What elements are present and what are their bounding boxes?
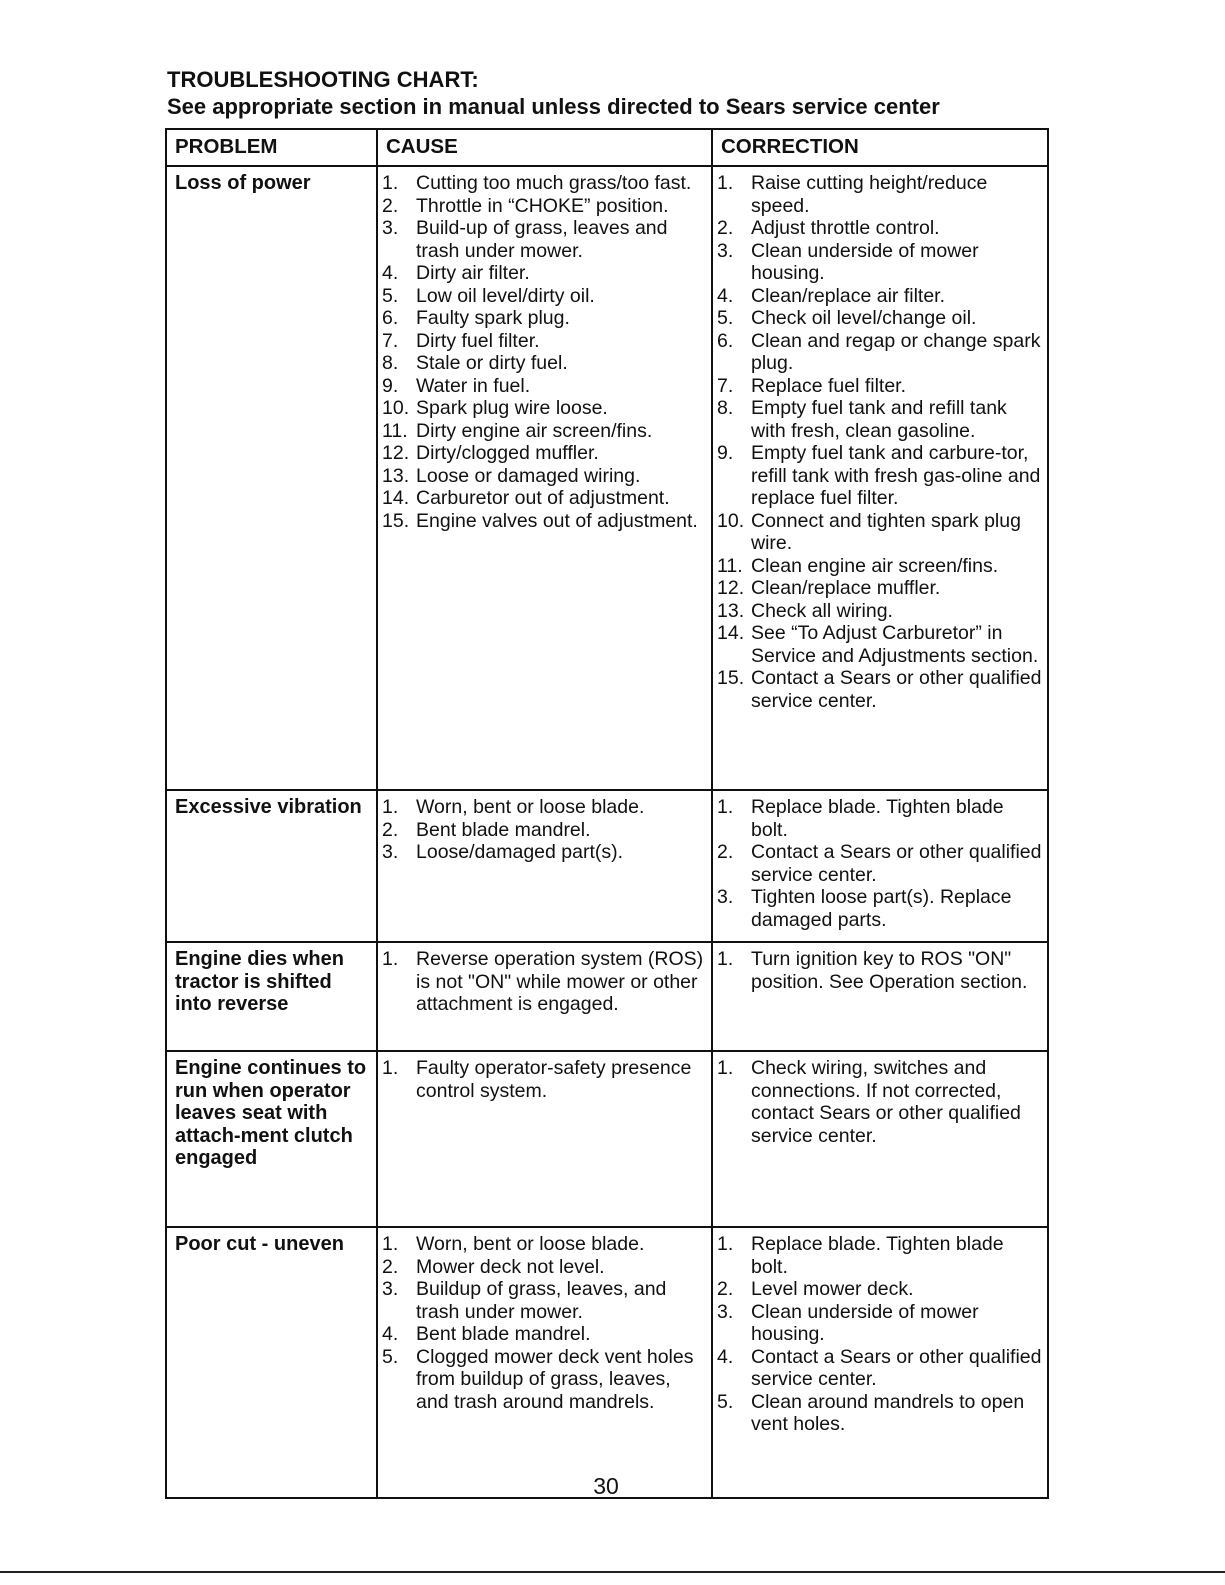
cause-item-number: 10. — [382, 397, 410, 419]
cause-item-text: Faulty operator-safety presence control system. — [416, 1057, 692, 1102]
correction-item — [717, 217, 1043, 240]
cause-item-text: Build-up of grass, leaves and trash under mower. — [416, 217, 668, 262]
cause-item-number: 12. — [382, 442, 410, 464]
cause-item — [382, 352, 707, 375]
correction-item-text: Check all wiring. — [751, 599, 893, 622]
correction-item-text: Connect and tighten spark plug wire. — [751, 509, 1021, 554]
correction-item-number: 6. — [717, 329, 734, 352]
correction-item — [717, 1346, 1043, 1391]
correction-item-text: Raise cutting height/reduce speed. — [751, 172, 988, 217]
page-title: TROUBLESHOOTING CHART: — [167, 67, 479, 92]
correction-item — [717, 841, 1043, 886]
correction-item-number: 10. — [717, 509, 745, 532]
cause-item — [382, 397, 707, 420]
cause-item — [382, 195, 707, 218]
cause-item-text: Low oil level/dirty oil. — [416, 284, 595, 307]
cause-item-number: 1. — [382, 796, 399, 818]
cause-cell — [377, 790, 712, 942]
header-problem: PROBLEM — [166, 129, 377, 166]
correction-list — [717, 796, 1043, 931]
correction-item-text: Level mower deck. — [751, 1278, 914, 1300]
correction-item-text: Adjust throttle control. — [751, 217, 940, 239]
cause-item — [382, 948, 707, 1016]
page-heading — [167, 66, 1067, 120]
cause-item — [382, 442, 707, 465]
table-row — [166, 166, 1048, 790]
correction-item-number: 13. — [717, 599, 745, 622]
correction-item-number: 2. — [717, 217, 734, 239]
correction-item — [717, 442, 1043, 510]
cause-item — [382, 285, 707, 308]
correction-cell — [712, 942, 1048, 1051]
cause-item-number: 4. — [382, 1323, 399, 1345]
correction-item-number: 1. — [717, 1057, 734, 1079]
cause-item — [382, 487, 707, 510]
cause-item — [382, 1256, 707, 1279]
correction-item-text: Clean underside of mower housing. — [751, 1300, 979, 1345]
table-row — [166, 1227, 1048, 1498]
cause-item — [382, 1278, 707, 1323]
correction-item — [717, 172, 1043, 217]
cause-item-number: 11. — [382, 419, 408, 442]
correction-list — [717, 172, 1043, 712]
cause-item-number: 6. — [382, 307, 399, 329]
cause-item — [382, 1323, 707, 1346]
cause-item — [382, 262, 707, 285]
correction-list — [717, 1233, 1043, 1436]
correction-cell — [712, 1227, 1048, 1498]
correction-item — [717, 1233, 1043, 1278]
problem-cell: Poor cut - uneven — [166, 1227, 377, 1498]
bottom-divider — [0, 1571, 1225, 1573]
cause-list — [382, 1057, 707, 1102]
correction-item-text: Contact a Sears or other qualified service center. — [751, 667, 1042, 712]
correction-item — [717, 510, 1043, 555]
cause-item — [382, 796, 707, 819]
cause-item-number: 8. — [382, 352, 399, 374]
cause-item-text: Dirty air filter. — [416, 262, 530, 284]
problem-cell: Engine continues to run when operator leaves seat with attach-ment clutch engaged — [166, 1051, 377, 1227]
cause-item — [382, 307, 707, 330]
correction-item-text: Clean/replace air filter. — [751, 284, 946, 307]
correction-item-text: Clean around mandrels to open vent holes. — [751, 1390, 1025, 1435]
correction-item — [717, 285, 1043, 308]
correction-item — [717, 796, 1043, 841]
cause-cell — [377, 166, 712, 790]
correction-item-number: 15. — [717, 667, 745, 689]
correction-item-text: Replace blade. Tighten blade bolt. — [751, 1233, 1004, 1278]
correction-item-number: 1. — [717, 1233, 734, 1255]
cause-item-text: Reverse operation system (ROS) is not "ON" while mower or other attachment is engaged. — [416, 948, 704, 1015]
cause-item-number: 1. — [382, 1233, 399, 1255]
correction-item-number: 3. — [717, 886, 734, 908]
correction-item-number: 1. — [717, 796, 734, 818]
cause-item-text: Dirty engine air screen/fins. — [416, 419, 653, 442]
correction-item — [717, 240, 1043, 285]
table-row — [166, 790, 1048, 942]
cause-item-text: Carburetor out of adjustment. — [416, 487, 670, 509]
cause-item — [382, 1233, 707, 1256]
correction-item — [717, 375, 1043, 398]
cause-cell — [377, 942, 712, 1051]
correction-item-text: Replace fuel filter. — [751, 374, 907, 397]
cause-item-number: 4. — [382, 262, 399, 284]
correction-cell — [712, 790, 1048, 942]
correction-item — [717, 1057, 1043, 1147]
correction-item — [717, 1391, 1043, 1436]
cause-item-text: Loose/damaged part(s). — [416, 841, 624, 863]
correction-item — [717, 1301, 1043, 1346]
cause-item-number: 2. — [382, 194, 399, 217]
correction-item-number: 3. — [717, 239, 734, 262]
correction-item — [717, 622, 1043, 667]
correction-item-text: Empty fuel tank and refill tank with fresh, clean gasoline. — [751, 397, 1007, 442]
correction-item — [717, 397, 1043, 442]
cause-item-number: 2. — [382, 1255, 399, 1278]
cause-item-text: Worn, bent or loose blade. — [416, 1233, 645, 1255]
correction-item-text: Clean/replace muffler. — [751, 577, 941, 599]
cause-item-text: Worn, bent or loose blade. — [416, 796, 645, 818]
cause-item — [382, 330, 707, 353]
cause-item-number: 1. — [382, 172, 399, 194]
cause-item-text: Dirty fuel filter. — [416, 329, 540, 352]
correction-item-number: 14. — [717, 622, 745, 644]
correction-item-text: Clean engine air screen/fins. — [751, 554, 999, 577]
correction-item-text: See “To Adjust Carburetor” in Service and Adjustments section. — [751, 622, 1039, 667]
cause-list — [382, 796, 707, 864]
correction-item-number: 7. — [717, 374, 734, 397]
cause-item — [382, 841, 707, 864]
cause-item — [382, 1346, 707, 1414]
cause-item-number: 14. — [382, 487, 410, 509]
cause-item — [382, 172, 707, 195]
cause-item-number: 3. — [382, 1278, 399, 1300]
correction-item — [717, 886, 1043, 931]
problem-cell: Excessive vibration — [166, 790, 377, 942]
cause-item-text: Engine valves out of adjustment. — [416, 509, 698, 532]
cause-item-number: 3. — [382, 217, 399, 239]
cause-cell — [377, 1227, 712, 1498]
correction-item — [717, 577, 1043, 600]
cause-item-text: Bent blade mandrel. — [416, 818, 591, 841]
correction-item-number: 2. — [717, 841, 734, 863]
correction-item-text: Empty fuel tank and carbure-tor, refill tank with fresh gas-oline and replace fuel filter. — [751, 442, 1041, 509]
cause-item-text: Throttle in “CHOKE” position. — [416, 194, 669, 217]
correction-item-text: Replace blade. Tighten blade bolt. — [751, 796, 1004, 841]
cause-item-text: Water in fuel. — [416, 374, 531, 397]
correction-list — [717, 948, 1043, 993]
correction-item-text: Clean underside of mower housing. — [751, 239, 979, 284]
correction-item-number: 8. — [717, 397, 734, 419]
correction-item — [717, 555, 1043, 578]
cause-item — [382, 465, 707, 488]
cause-item — [382, 217, 707, 262]
cause-item-number: 13. — [382, 464, 410, 487]
correction-item — [717, 307, 1043, 330]
cause-item-text: Buildup of grass, leaves, and trash under mower. — [416, 1278, 667, 1323]
cause-list — [382, 948, 707, 1016]
page-subtitle: See appropriate section in manual unless directed to Sears service center — [167, 94, 940, 119]
cause-item-number: 15. — [382, 509, 410, 532]
cause-item-text: Stale or dirty fuel. — [416, 352, 568, 374]
cause-item-number: 5. — [382, 284, 399, 307]
cause-list — [382, 172, 707, 532]
cause-item-text: Bent blade mandrel. — [416, 1323, 591, 1345]
cause-item — [382, 1057, 707, 1102]
correction-item-number: 1. — [717, 172, 734, 194]
cause-list — [382, 1233, 707, 1413]
cause-item-text: Loose or damaged wiring. — [416, 464, 641, 487]
cause-item — [382, 375, 707, 398]
table-row — [166, 1051, 1048, 1227]
correction-cell — [712, 1051, 1048, 1227]
cause-item-number: 2. — [382, 818, 399, 841]
cause-item-text: Cutting too much grass/too fast. — [416, 172, 692, 194]
cause-item — [382, 510, 707, 533]
cause-item — [382, 420, 707, 443]
correction-item-number: 11. — [717, 554, 743, 577]
cause-cell — [377, 1051, 712, 1227]
correction-item-text: Check oil level/change oil. — [751, 307, 977, 329]
cause-item-text: Mower deck not level. — [416, 1255, 605, 1278]
correction-item — [717, 600, 1043, 623]
header-cause: CAUSE — [377, 129, 712, 166]
cause-item — [382, 819, 707, 842]
cause-item-number: 3. — [382, 841, 399, 863]
cause-item-number: 1. — [382, 1057, 399, 1079]
header-correction: CORRECTION — [712, 129, 1048, 166]
correction-item-text: Contact a Sears or other qualified service center. — [751, 841, 1042, 886]
correction-cell — [712, 166, 1048, 790]
cause-item-text: Clogged mower deck vent holes from buildup of grass, leaves, and trash around mandrels. — [416, 1345, 694, 1413]
table-header-row — [166, 129, 1048, 166]
correction-item-text: Tighten loose part(s). Replace damaged parts. — [751, 886, 1012, 931]
correction-item-number: 12. — [717, 577, 745, 599]
correction-item-number: 3. — [717, 1300, 734, 1323]
cause-item-text: Faulty spark plug. — [416, 307, 570, 329]
troubleshooting-table — [165, 128, 1049, 1499]
problem-cell: Loss of power — [166, 166, 377, 790]
correction-item-number: 9. — [717, 442, 734, 464]
cause-item-number: 7. — [382, 329, 399, 352]
table-row — [166, 942, 1048, 1051]
correction-item-number: 2. — [717, 1278, 734, 1300]
problem-cell: Engine dies when tractor is shifted into reverse — [166, 942, 377, 1051]
correction-list — [717, 1057, 1043, 1147]
correction-item — [717, 948, 1043, 993]
cause-item-number: 1. — [382, 948, 399, 970]
page-number: 30 — [593, 1473, 619, 1499]
correction-item-number: 4. — [717, 1345, 734, 1368]
correction-item-text: Clean and regap or change spark plug. — [751, 329, 1041, 374]
table-body — [166, 166, 1048, 1498]
correction-item-number: 4. — [717, 284, 734, 307]
correction-item-text: Turn ignition key to ROS "ON" position. See Operation section. — [751, 948, 1028, 993]
cause-item-number: 5. — [382, 1345, 399, 1368]
cause-item-number: 9. — [382, 374, 399, 397]
correction-item-number: 1. — [717, 948, 734, 970]
correction-item-text: Contact a Sears or other qualified service center. — [751, 1345, 1042, 1390]
correction-item — [717, 330, 1043, 375]
correction-item — [717, 667, 1043, 712]
correction-item-text: Check wiring, switches and connections. If not corrected, contact Sears or other qualified service center. — [751, 1057, 1021, 1147]
correction-item-number: 5. — [717, 1390, 734, 1413]
cause-item-text: Dirty/clogged muffler. — [416, 442, 599, 464]
correction-item — [717, 1278, 1043, 1301]
cause-item-text: Spark plug wire loose. — [416, 397, 608, 419]
correction-item-number: 5. — [717, 307, 734, 329]
